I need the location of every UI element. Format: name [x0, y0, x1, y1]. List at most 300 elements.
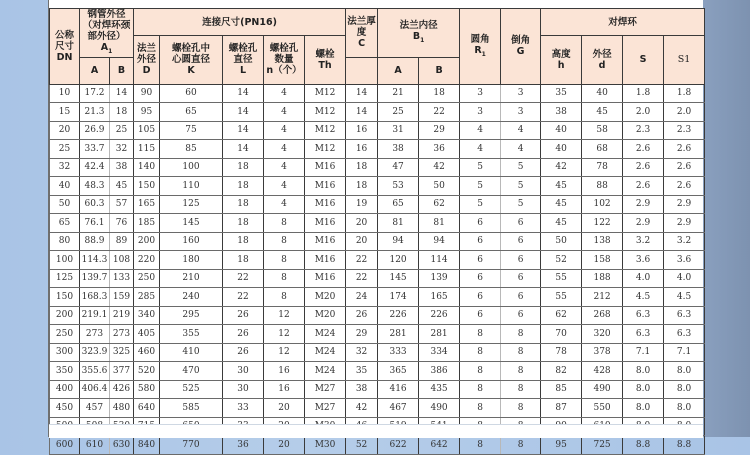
- header-flange-id-symbol: [378, 31, 459, 46]
- cell-d: 78: [582, 158, 623, 177]
- header-dn-line2: 尺寸: [54, 40, 74, 52]
- cell-b1-b: 334: [419, 343, 460, 362]
- cell-a1-a: 457: [80, 399, 110, 418]
- header-pipe-od-line3: 部外径）: [87, 31, 126, 42]
- cell-b1-a: 38: [378, 140, 419, 159]
- cell-th: M24: [305, 343, 346, 362]
- document-page: [48, 0, 703, 450]
- header-chamfer-symbol: G: [516, 46, 525, 58]
- cell-dn: 25: [50, 140, 80, 159]
- cell-r1: 8: [460, 362, 501, 381]
- cell-dn: 300: [50, 343, 80, 362]
- cell-dn: 50: [50, 195, 80, 214]
- symbol-r: R: [474, 44, 482, 56]
- cell-k: 65: [160, 103, 223, 122]
- cell-k: 770: [160, 436, 223, 455]
- cell-k: 210: [160, 269, 223, 288]
- cell-k: 160: [160, 232, 223, 251]
- cell-h: 45: [541, 214, 582, 233]
- cell-th: M16: [305, 177, 346, 196]
- cell-n: 4: [264, 195, 305, 214]
- cell-b1-b: 81: [419, 214, 460, 233]
- cell-d: 88: [582, 177, 623, 196]
- cell-k: 125: [160, 195, 223, 214]
- header-bolt: [305, 36, 346, 85]
- cell-a1-a: 60.3: [80, 195, 110, 214]
- cell-a1-a: 114.3: [80, 251, 110, 270]
- cell-dn: 250: [50, 325, 80, 344]
- cell-dn: 400: [50, 380, 80, 399]
- header-bolt-count-line1: 螺栓孔: [269, 43, 299, 55]
- cell-dn: 32: [50, 158, 80, 177]
- table-row: [50, 103, 705, 122]
- cell-k: 110: [160, 177, 223, 196]
- cell-g: 6: [501, 214, 541, 233]
- table-row: [50, 343, 705, 362]
- cell-c: 22: [346, 269, 378, 288]
- header-fillet: [460, 9, 501, 85]
- table-row: [50, 362, 705, 381]
- cell-a1-b: 426: [110, 380, 134, 399]
- table-row: [50, 399, 705, 418]
- table-row: [50, 121, 705, 140]
- cell-c: 52: [346, 436, 378, 455]
- header-ring-od: [582, 36, 623, 85]
- cell-n: 8: [264, 288, 305, 307]
- header-bolt-circle-line1: 螺栓孔中: [172, 43, 211, 55]
- header-flange-od-line1: 法兰: [137, 43, 157, 55]
- cell-n: 8: [264, 214, 305, 233]
- cell-h: 40: [541, 140, 582, 159]
- cell-n: 8: [264, 269, 305, 288]
- cell-l: 36: [223, 436, 264, 455]
- cell-b1-b: 22: [419, 103, 460, 122]
- cell-dn: 80: [50, 232, 80, 251]
- cell-n: 20: [264, 436, 305, 455]
- cell-dn: 65: [50, 214, 80, 233]
- header-dn: [50, 9, 80, 85]
- cell-dn: 100: [50, 251, 80, 270]
- cell-r1: 8: [460, 436, 501, 455]
- symbol-b: B: [412, 31, 421, 42]
- cell-a1-b: 325: [110, 343, 134, 362]
- header-flange-id-b: B: [419, 57, 460, 84]
- cell-n: 4: [264, 103, 305, 122]
- cell-dn: 40: [50, 177, 80, 196]
- header-flange-id: [378, 9, 460, 58]
- table-row: [50, 214, 705, 233]
- cell-n: 8: [264, 232, 305, 251]
- cell-a1-b: 273: [110, 325, 134, 344]
- cell-h: 62: [541, 306, 582, 325]
- cell-d: 58: [582, 121, 623, 140]
- cell-s: 4.5: [623, 288, 664, 307]
- cell-l: 30: [223, 362, 264, 381]
- table-row: [50, 306, 705, 325]
- cell-th: M16: [305, 269, 346, 288]
- header-dn-line1: 公称: [54, 29, 74, 41]
- cell-g: 3: [501, 84, 541, 103]
- cell-b1-a: 333: [378, 343, 419, 362]
- cell-d: 340: [134, 306, 160, 325]
- cell-d: 102: [582, 195, 623, 214]
- cell-s1: 3.6: [664, 251, 705, 270]
- cell-d: 115: [134, 140, 160, 159]
- cell-a1-b: 38: [110, 158, 134, 177]
- cell-b1-a: 21: [378, 84, 419, 103]
- cell-c: 14: [346, 84, 378, 103]
- header-thickness-line2: 度: [356, 27, 367, 39]
- cell-s: 6.3: [623, 325, 664, 344]
- table-row: [50, 177, 705, 196]
- cell-b1-a: 25: [378, 103, 419, 122]
- cell-n: 4: [264, 121, 305, 140]
- header-connection: 连接尺寸(PN16): [134, 9, 346, 36]
- cell-n: 12: [264, 306, 305, 325]
- cell-b1-b: 50: [419, 177, 460, 196]
- cell-l: 18: [223, 232, 264, 251]
- cell-a1-a: 610: [80, 436, 110, 455]
- cell-a1-a: 355.6: [80, 362, 110, 381]
- cell-l: 14: [223, 84, 264, 103]
- cell-s1: 2.9: [664, 195, 705, 214]
- cell-d: 490: [582, 380, 623, 399]
- cell-s: 3.2: [623, 232, 664, 251]
- cell-r1: 3: [460, 84, 501, 103]
- cell-r1: 8: [460, 380, 501, 399]
- cell-d: 840: [134, 436, 160, 455]
- cell-a1-b: 18: [110, 103, 134, 122]
- header-bolt-circle-symbol: K: [187, 65, 195, 77]
- cell-th: M20: [305, 306, 346, 325]
- cell-b1-a: 94: [378, 232, 419, 251]
- cell-r1: 4: [460, 140, 501, 159]
- flange-dimensions-table: [49, 8, 705, 455]
- cell-a1-a: 26.9: [80, 121, 110, 140]
- cell-a1-b: 45: [110, 177, 134, 196]
- cell-b1-a: 53: [378, 177, 419, 196]
- cell-b1-b: 29: [419, 121, 460, 140]
- header-bolt-line1: 螺栓: [315, 48, 335, 60]
- cell-c: 20: [346, 214, 378, 233]
- cell-a1-a: 88.9: [80, 232, 110, 251]
- cell-k: 75: [160, 121, 223, 140]
- cell-g: 8: [501, 362, 541, 381]
- cell-s1: 6.3: [664, 325, 705, 344]
- cell-c: 20: [346, 232, 378, 251]
- cell-s1: 2.3: [664, 121, 705, 140]
- cell-a1-b: 14: [110, 84, 134, 103]
- header-chamfer: [501, 9, 541, 85]
- cell-b1-b: 490: [419, 399, 460, 418]
- cell-a1-b: 57: [110, 195, 134, 214]
- cell-b1-b: 386: [419, 362, 460, 381]
- cell-l: 18: [223, 251, 264, 270]
- cell-g: 4: [501, 140, 541, 159]
- cell-h: 85: [541, 380, 582, 399]
- cell-l: 18: [223, 158, 264, 177]
- header-pipe-od-line2: （对焊环颈: [82, 20, 131, 31]
- cell-h: 52: [541, 251, 582, 270]
- cell-n: 4: [264, 177, 305, 196]
- cell-s: 2.6: [623, 158, 664, 177]
- cell-r1: 6: [460, 214, 501, 233]
- cell-d: 220: [134, 251, 160, 270]
- cell-d: 378: [582, 343, 623, 362]
- cell-a1-b: 32: [110, 140, 134, 159]
- cell-a1-b: 159: [110, 288, 134, 307]
- cell-s1: 7.1: [664, 343, 705, 362]
- cell-s: 4.0: [623, 269, 664, 288]
- cell-d: 640: [134, 399, 160, 418]
- cell-c: 16: [346, 140, 378, 159]
- cell-c: 35: [346, 362, 378, 381]
- header-chamfer-line1: 倒角: [511, 35, 531, 47]
- cell-c: 38: [346, 380, 378, 399]
- cell-g: 6: [501, 306, 541, 325]
- cell-th: M12: [305, 140, 346, 159]
- cell-s1: 2.6: [664, 140, 705, 159]
- cell-b1-a: 81: [378, 214, 419, 233]
- cell-b1-a: 47: [378, 158, 419, 177]
- header-pipe-od-b: B: [110, 57, 134, 84]
- cell-a1-a: 42.4: [80, 158, 110, 177]
- table-row: [50, 195, 705, 214]
- cell-n: 4: [264, 158, 305, 177]
- cell-n: 8: [264, 251, 305, 270]
- table-row: [50, 269, 705, 288]
- cell-h: 78: [541, 343, 582, 362]
- cell-s: 8.8: [623, 436, 664, 455]
- cell-a1-a: 219.1: [80, 306, 110, 325]
- cell-b1-b: 435: [419, 380, 460, 399]
- cell-n: 4: [264, 140, 305, 159]
- cell-b1-a: 416: [378, 380, 419, 399]
- cell-s: 2.6: [623, 177, 664, 196]
- cell-b1-a: 365: [378, 362, 419, 381]
- table-row: [50, 325, 705, 344]
- header-pipe-od: [80, 9, 134, 58]
- cell-b1-b: 114: [419, 251, 460, 270]
- cell-s1: 4.5: [664, 288, 705, 307]
- cell-s: 2.9: [623, 214, 664, 233]
- page-bottom-margin: [49, 424, 703, 438]
- cell-b1-a: 467: [378, 399, 419, 418]
- cell-k: 525: [160, 380, 223, 399]
- header-ring-s1: S1: [664, 36, 705, 85]
- cell-l: 22: [223, 288, 264, 307]
- cell-r1: 4: [460, 121, 501, 140]
- symbol-subscript: 1: [108, 47, 113, 55]
- cell-k: 60: [160, 84, 223, 103]
- cell-s1: 4.0: [664, 269, 705, 288]
- cell-s1: 8.8: [664, 436, 705, 455]
- cell-l: 14: [223, 103, 264, 122]
- cell-g: 8: [501, 325, 541, 344]
- cell-b1-b: 62: [419, 195, 460, 214]
- cell-n: 12: [264, 343, 305, 362]
- symbol-a: A: [100, 42, 109, 53]
- cell-n: 16: [264, 362, 305, 381]
- cell-h: 50: [541, 232, 582, 251]
- cell-h: 40: [541, 121, 582, 140]
- cell-n: 16: [264, 380, 305, 399]
- cell-b1-a: 174: [378, 288, 419, 307]
- cell-dn: 200: [50, 306, 80, 325]
- table-row: [50, 436, 705, 455]
- cell-h: 82: [541, 362, 582, 381]
- cell-a1-b: 480: [110, 399, 134, 418]
- cell-h: 38: [541, 103, 582, 122]
- table-row: [50, 84, 705, 103]
- cell-g: 8: [501, 399, 541, 418]
- cell-s: 2.6: [623, 140, 664, 159]
- cell-l: 26: [223, 306, 264, 325]
- cell-r1: 6: [460, 269, 501, 288]
- cell-dn: 450: [50, 399, 80, 418]
- cell-dn: 20: [50, 121, 80, 140]
- cell-a1-b: 25: [110, 121, 134, 140]
- cell-s: 3.6: [623, 251, 664, 270]
- cell-dn: 10: [50, 84, 80, 103]
- cell-th: M12: [305, 84, 346, 103]
- cell-d: 268: [582, 306, 623, 325]
- header-thickness-line1: 法兰厚: [347, 16, 376, 28]
- cell-k: 585: [160, 399, 223, 418]
- cell-s1: 8.0: [664, 380, 705, 399]
- table-row: [50, 288, 705, 307]
- cell-th: M16: [305, 214, 346, 233]
- cell-c: 24: [346, 288, 378, 307]
- cell-s: 8.0: [623, 380, 664, 399]
- cell-g: 3: [501, 103, 541, 122]
- cell-k: 470: [160, 362, 223, 381]
- cell-s: 6.3: [623, 306, 664, 325]
- header-bolt-count: [264, 36, 305, 85]
- symbol-subscript: 1: [420, 36, 425, 44]
- cell-a1-a: 17.2: [80, 84, 110, 103]
- header-bolt-hole-line1: 螺栓孔: [228, 43, 258, 55]
- cell-d: 285: [134, 288, 160, 307]
- cell-c: 42: [346, 399, 378, 418]
- cell-h: 35: [541, 84, 582, 103]
- cell-k: 410: [160, 343, 223, 362]
- cell-d: 725: [582, 436, 623, 455]
- cell-l: 14: [223, 121, 264, 140]
- cell-g: 6: [501, 251, 541, 270]
- table-row: [50, 140, 705, 159]
- cell-n: 12: [264, 325, 305, 344]
- cell-d: 320: [582, 325, 623, 344]
- cell-g: 5: [501, 177, 541, 196]
- cell-a1-b: 630: [110, 436, 134, 455]
- cell-k: 180: [160, 251, 223, 270]
- cell-s1: 2.6: [664, 177, 705, 196]
- cell-d: 158: [582, 251, 623, 270]
- cell-d: 140: [134, 158, 160, 177]
- cell-c: 29: [346, 325, 378, 344]
- cell-l: 18: [223, 195, 264, 214]
- cell-d: 428: [582, 362, 623, 381]
- cell-a1-a: 323.9: [80, 343, 110, 362]
- cell-th: M12: [305, 103, 346, 122]
- cell-h: 55: [541, 269, 582, 288]
- cell-c: 19: [346, 195, 378, 214]
- header-bolt-circle-line2: 心圆直径: [172, 54, 211, 66]
- cell-d: 460: [134, 343, 160, 362]
- header-weld-ring: 对焊环: [541, 9, 705, 36]
- cell-r1: 3: [460, 103, 501, 122]
- cell-k: 100: [160, 158, 223, 177]
- cell-g: 6: [501, 232, 541, 251]
- cell-a1-b: 108: [110, 251, 134, 270]
- cell-h: 45: [541, 195, 582, 214]
- cell-th: M16: [305, 158, 346, 177]
- cell-th: M16: [305, 232, 346, 251]
- header-fillet-line1: 圆角: [470, 33, 490, 45]
- table-body: [50, 84, 705, 454]
- cell-g: 6: [501, 269, 541, 288]
- cell-k: 355: [160, 325, 223, 344]
- cell-d: 68: [582, 140, 623, 159]
- cell-th: M16: [305, 195, 346, 214]
- cell-d: 122: [582, 214, 623, 233]
- header-flange-od-line2: 外径: [137, 54, 157, 66]
- cell-c: 22: [346, 251, 378, 270]
- cell-th: M30: [305, 436, 346, 455]
- header-ring-s: S: [623, 36, 664, 85]
- header-ring-od-symbol: d: [598, 59, 606, 71]
- cell-a1-a: 21.3: [80, 103, 110, 122]
- cell-r1: 5: [460, 158, 501, 177]
- cell-d: 185: [134, 214, 160, 233]
- cell-d: 188: [582, 269, 623, 288]
- cell-c: 18: [346, 177, 378, 196]
- cell-s: 2.3: [623, 121, 664, 140]
- cell-dn: 150: [50, 288, 80, 307]
- cell-th: M27: [305, 399, 346, 418]
- cell-d: 138: [582, 232, 623, 251]
- cell-h: 95: [541, 436, 582, 455]
- header-thickness: [346, 9, 378, 58]
- cell-l: 22: [223, 269, 264, 288]
- cell-a1-b: 76: [110, 214, 134, 233]
- cell-r1: 5: [460, 195, 501, 214]
- header-bolt-hole-symbol: L: [239, 65, 247, 77]
- header-fillet-symbol: [460, 45, 500, 60]
- header-pipe-od-symbol: [80, 42, 133, 57]
- cell-b1-a: 622: [378, 436, 419, 455]
- cell-s: 7.1: [623, 343, 664, 362]
- cell-b1-b: 642: [419, 436, 460, 455]
- cell-a1-a: 273: [80, 325, 110, 344]
- cell-d: 90: [134, 84, 160, 103]
- cell-b1-a: 226: [378, 306, 419, 325]
- cell-d: 95: [134, 103, 160, 122]
- cell-k: 240: [160, 288, 223, 307]
- cell-b1-a: 281: [378, 325, 419, 344]
- cell-s: 8.0: [623, 362, 664, 381]
- cell-g: 8: [501, 343, 541, 362]
- cell-b1-b: 36: [419, 140, 460, 159]
- cell-th: M24: [305, 362, 346, 381]
- cell-r1: 6: [460, 288, 501, 307]
- table-row: [50, 251, 705, 270]
- cell-g: 8: [501, 436, 541, 455]
- cell-k: 145: [160, 214, 223, 233]
- cell-k: 295: [160, 306, 223, 325]
- cell-a1-a: 139.7: [80, 269, 110, 288]
